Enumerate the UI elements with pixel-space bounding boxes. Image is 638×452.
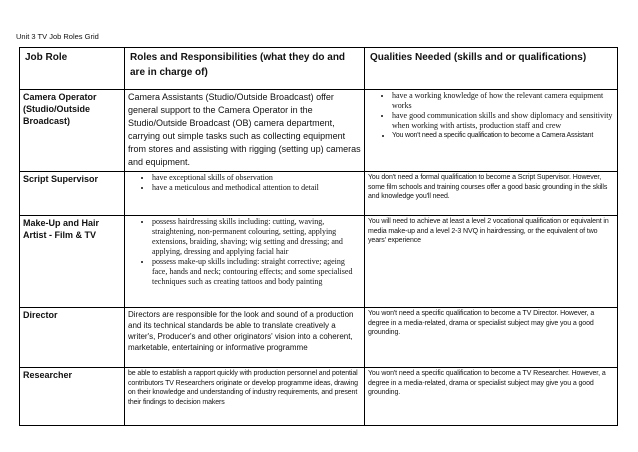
qualities-cell: You won't need a specific qualification to become a TV Researcher. However, a degree in a media-related, drama or specialist subject may give you a good grounding. (365, 368, 618, 426)
role-cell: Director (20, 308, 125, 368)
role-cell: Make-Up and Hair Artist - Film & TV (20, 216, 125, 308)
job-roles-table (19, 47, 618, 426)
document-title: Unit 3 TV Job Roles Grid (16, 32, 99, 41)
responsibilities-cell: be able to establish a rapport quickly with production personnel and potential contributors TV Researchers originate or develop programme ideas, drawing on their knowledge and understanding of industry requirements, and present their findings to decision makers (125, 368, 365, 426)
header-job-role: Job Role (20, 48, 125, 90)
header-qualities: Qualities Needed (skills and or qualifications) (365, 48, 618, 90)
table-row (20, 90, 618, 172)
qualities-cell (365, 90, 618, 172)
list-item: • have exceptional skills of observation (152, 173, 361, 183)
table-row (20, 308, 618, 368)
responsibilities-list (128, 173, 361, 193)
list-item: • possess make-up skills including: straight corrective; ageing face, hands and neck; contouring effects; and some specialised techniques such as creating tattoos and body painting (152, 257, 361, 287)
table-header-row (20, 48, 618, 90)
list-item: • have good communication skills and show diplomacy and sensitivity when working with artists, production staff and crew (392, 111, 614, 131)
list-item: • have a meticulous and methodical attention to detail (152, 183, 361, 193)
qualities-cell: You will need to achieve at least a level 2 vocational qualification or equivalent in media make-up and a level 2-3 NVQ in hairdressing, or the equivalent of two years' experience (365, 216, 618, 308)
role-cell: Researcher (20, 368, 125, 426)
role-cell: Script Supervisor (20, 172, 125, 216)
responsibilities-list (128, 217, 361, 287)
list-item: • You won't need a specific qualification to become a Camera Assistant (392, 131, 614, 141)
responsibilities-cell (125, 216, 365, 308)
role-cell: Camera Operator (Studio/Outside Broadcast) (20, 90, 125, 172)
list-item: • possess hairdressing skills including: cutting, waving, straightening, non-permanent colouring, setting, applying extensions, braiding, shaving; wig setting and dressing; and applying, dressing and applying facial hair (152, 217, 361, 257)
qualities-cell: You won't need a specific qualification to become a TV Director. However, a degree in a media-related, drama or specialist subject may give you a good grounding. (365, 308, 618, 368)
responsibilities-cell (125, 172, 365, 216)
table-row (20, 172, 618, 216)
qualities-list (368, 91, 614, 141)
qualities-cell: You don't need a formal qualification to become a Script Supervisor. However, some film schools and training courses offer a good basic grounding in the skills and knowledge you'll need. (365, 172, 618, 216)
table-row (20, 216, 618, 308)
list-item: • have a working knowledge of how the relevant camera equipment works (392, 91, 614, 111)
header-responsibilities: Roles and Responsibilities (what they do and are in charge of) (125, 48, 365, 90)
table-row (20, 368, 618, 426)
responsibilities-cell: Camera Assistants (Studio/Outside Broadcast) offer general support to the Camera Operator in the Studio/Outside Broadcast (OB) camera department, carrying out simple tasks such as collecting equipment from stores and assisting with rigging (setting up) cameras and equipment. (125, 90, 365, 172)
responsibilities-cell: Directors are responsible for the look and sound of a production and its technical standards be able to translate creatively a writer's, Producer's and other originators' vision into a coherent, marketable, entertaining or informative programme (125, 308, 365, 368)
